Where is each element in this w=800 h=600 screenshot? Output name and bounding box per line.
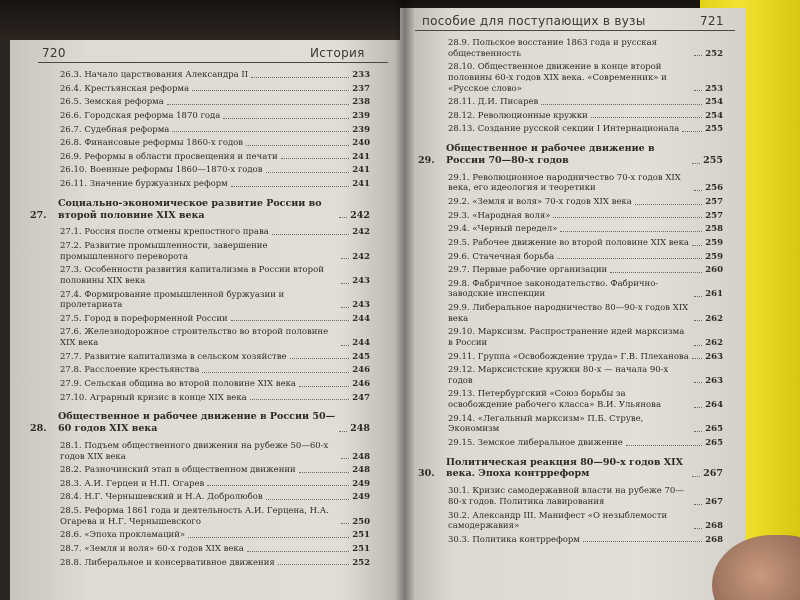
toc-entry-title: 26.5. Земская реформа <box>60 97 164 108</box>
toc-leader-dots <box>626 445 702 446</box>
toc-entry <box>30 530 370 541</box>
toc-entry <box>418 303 723 324</box>
toc-page-number: 239 <box>352 110 370 121</box>
toc-entry-title: Политическая реакция 80—90-х годов XIX века. Эпоха контрреформ <box>446 456 683 480</box>
toc-page-number: 246 <box>352 378 370 389</box>
toc-page-number: 252 <box>352 557 370 568</box>
toc-entry <box>418 535 723 546</box>
toc-entry-title: 29.4. «Черный передел» <box>448 224 558 235</box>
toc-entry-title: 27.9. Сельская община во второй половине XIX века <box>60 378 296 389</box>
toc-leader-dots <box>694 296 702 297</box>
right-running-head: пособие для поступающих в вузы <box>422 14 646 28</box>
toc-chapter <box>30 411 370 435</box>
toc-page-number: 249 <box>352 492 370 503</box>
toc-entry <box>418 62 723 94</box>
toc-entry <box>418 238 723 249</box>
toc-entry-title: Общественное и рабочее движение в России 70—80-х годов <box>446 143 655 166</box>
toc-page-number: 265 <box>705 437 723 448</box>
toc-leader-dots <box>231 320 350 321</box>
toc-entry-title: 27.7. Развитие капитализма в сельском хозяйстве <box>60 351 287 362</box>
left-page-number: 720 <box>42 46 66 60</box>
toc-entry-title: 28.5. Реформа 1861 года и деятельность А.И. Герцена, Н.А. Огарева и Н.Г. Чернышевского <box>60 506 329 527</box>
toc-chapter-number: 27. <box>30 209 47 221</box>
toc-leader-dots <box>694 528 702 529</box>
toc-entry-title: 27.3. Особенности развития капитализма в России второй половины XIX века <box>60 265 324 286</box>
toc-entry-title: 28.12. Революционные кружки <box>448 110 588 121</box>
toc-page-number: 250 <box>352 516 370 527</box>
right-header-rule <box>415 30 735 31</box>
toc-chapter-number: 29. <box>418 154 435 166</box>
toc-leader-dots <box>694 504 702 505</box>
left-running-head: История <box>310 46 365 60</box>
toc-page-number: 259 <box>705 237 723 248</box>
toc-entry <box>30 265 370 286</box>
toc-leader-dots <box>610 272 702 273</box>
toc-page-number: 260 <box>705 265 723 276</box>
toc-entry <box>30 441 370 462</box>
toc-leader-dots <box>246 145 349 146</box>
toc-leader-dots <box>341 458 349 459</box>
toc-entry <box>30 111 370 122</box>
toc-entry <box>30 241 370 262</box>
toc-page-number: 248 <box>350 423 370 434</box>
toc-leader-dots <box>207 485 349 486</box>
toc-page-number: 247 <box>352 392 370 403</box>
toc-entry-title: 26.9. Реформы в области просвещения и печати <box>60 151 278 162</box>
toc-entry <box>418 327 723 348</box>
toc-page-number: 263 <box>705 351 723 362</box>
toc-entry <box>418 111 723 122</box>
toc-entry <box>30 352 370 363</box>
toc-entry-title: 30.2. Александр III. Манифест «О незыблемости самодержавия» <box>448 510 668 532</box>
left-toc <box>30 70 370 571</box>
toc-leader-dots <box>694 190 702 191</box>
toc-entry <box>30 465 370 476</box>
toc-entry-title: 29.2. «Земля и воля» 70-х годов XIX века <box>448 197 632 207</box>
toc-entry <box>418 97 723 108</box>
toc-entry <box>30 179 370 190</box>
right-page-number: 721 <box>700 14 724 28</box>
toc-leader-dots <box>172 131 349 132</box>
toc-entry-title: 29.7. Первые рабочие организации <box>448 265 608 276</box>
toc-leader-dots <box>341 345 349 346</box>
toc-page-number: 249 <box>352 478 370 489</box>
toc-entry-title: 30.1. Кризис самодержавной власти на рубеже 70—80-х годов. Политика лавирования <box>448 486 684 507</box>
toc-entry-title: 29.13. Петербургский «Союз борьбы за освобождение рабочего класса» В.И. Ульянова <box>448 389 662 410</box>
toc-entry-title: 27.2. Развитие промышленности, завершение промышленного переворота <box>60 241 268 262</box>
toc-entry <box>30 125 370 136</box>
toc-entry <box>30 479 370 490</box>
toc-leader-dots <box>635 204 702 205</box>
toc-entry-title: 28.7. «Земля и воля» 60-х годов XIX века <box>60 543 244 554</box>
toc-leader-dots <box>541 104 702 105</box>
toc-leader-dots <box>299 386 349 387</box>
toc-page-number: 268 <box>705 534 723 545</box>
toc-page-number: 241 <box>352 179 370 189</box>
toc-page-number: 248 <box>352 465 370 476</box>
toc-page-number: 259 <box>705 251 723 262</box>
toc-page-number: 238 <box>352 97 370 108</box>
toc-page-number: 262 <box>705 313 723 324</box>
spine-shadow <box>395 0 415 600</box>
toc-entry-title: 27.10. Аграрный кризис в конце XIX века <box>60 392 247 403</box>
toc-leader-dots <box>560 231 702 232</box>
toc-page-number: 256 <box>705 183 723 194</box>
toc-leader-dots <box>694 345 702 346</box>
toc-entry <box>418 124 723 135</box>
toc-leader-dots <box>299 472 350 473</box>
toc-page-number: 263 <box>705 375 723 386</box>
toc-leader-dots <box>694 382 702 383</box>
toc-entry-title: 27.6. Железнодорожное строительство во второй половине XIX века <box>60 327 329 348</box>
toc-entry <box>30 379 370 390</box>
toc-entry-title: 28.6. «Эпоха прокламаций» <box>60 530 186 541</box>
toc-leader-dots <box>341 258 349 259</box>
toc-entry-title: 26.7. Судебная реформа <box>60 124 170 135</box>
toc-leader-dots <box>692 163 700 164</box>
toc-page-number: 253 <box>705 83 723 94</box>
toc-page-number: 242 <box>352 251 370 262</box>
toc-page-number: 265 <box>705 424 723 435</box>
toc-page-number: 241 <box>352 151 370 162</box>
toc-entry-title: 26.6. Городская реформа 1870 года <box>60 110 221 121</box>
toc-chapter <box>418 143 723 167</box>
toc-entry-title: 27.1. Россия после отмены крепостного права <box>60 227 269 238</box>
toc-entry <box>418 438 723 449</box>
toc-entry-title: 29.9. Либеральное народничество 80—90-х годов XIX века <box>448 303 689 324</box>
toc-page-number: 261 <box>705 289 723 300</box>
toc-entry <box>30 70 370 81</box>
toc-page-number: 242 <box>350 209 370 221</box>
toc-entry <box>418 197 723 208</box>
toc-entry <box>30 365 370 376</box>
toc-entry-title: 29.14. «Легальный марксизм» П.Б. Струве, Экономизм <box>448 413 644 435</box>
toc-entry <box>418 414 723 435</box>
toc-leader-dots <box>341 307 349 308</box>
toc-entry <box>30 227 370 238</box>
toc-leader-dots <box>272 234 349 235</box>
toc-entry-title: 28.13. Создание русской секции I Интернационала <box>448 124 680 135</box>
toc-page-number: 239 <box>352 124 370 135</box>
toc-leader-dots <box>692 358 702 359</box>
toc-entry <box>30 152 370 163</box>
toc-entry-title: 28.11. Д.И. Писарев <box>448 97 539 108</box>
toc-page-number: 254 <box>705 97 723 108</box>
toc-leader-dots <box>682 131 702 132</box>
toc-entry-title: 29.5. Рабочее движение во второй половине XIX века <box>448 237 689 248</box>
toc-entry <box>418 389 723 410</box>
toc-leader-dots <box>247 551 349 552</box>
toc-entry-title: 27.8. Расслоение крестьянства <box>60 365 200 376</box>
right-toc <box>418 38 723 548</box>
toc-entry-title: 27.5. Город в пореформенной России <box>60 313 228 324</box>
toc-leader-dots <box>167 104 349 105</box>
toc-leader-dots <box>553 217 702 218</box>
toc-leader-dots <box>557 258 702 259</box>
toc-leader-dots <box>223 118 349 119</box>
toc-entry <box>418 486 723 507</box>
toc-leader-dots <box>251 77 349 78</box>
toc-leader-dots <box>694 431 702 432</box>
toc-page-number: 242 <box>352 227 370 238</box>
toc-page-number: 268 <box>705 521 723 532</box>
toc-page-number: 262 <box>705 337 723 348</box>
toc-entry-title: 28.2. Разночинский этап в общественном движении <box>60 465 296 476</box>
toc-leader-dots <box>339 217 347 218</box>
toc-page-number: 254 <box>705 110 723 121</box>
toc-entry-title: 28.10. Общественное движение в конце второй половины 60-х годов XIX века. «Современник» и «Русское слово» <box>448 62 667 94</box>
toc-entry <box>418 279 723 300</box>
toc-leader-dots <box>692 476 700 477</box>
toc-page-number: 257 <box>705 197 723 207</box>
toc-entry-title: 28.9. Польское восстание 1863 года и русская общественность <box>448 38 658 59</box>
toc-leader-dots <box>290 358 350 359</box>
toc-entry-title: 29.6. Стачечная борьба <box>448 251 555 262</box>
toc-leader-dots <box>694 55 702 56</box>
toc-entry-title: 26.3. Начало царствования Александра II <box>60 70 249 80</box>
left-page <box>10 40 400 600</box>
toc-entry <box>30 393 370 404</box>
toc-leader-dots <box>250 399 350 400</box>
toc-entry <box>30 558 370 569</box>
toc-entry <box>30 506 370 527</box>
toc-page-number: 241 <box>352 165 370 176</box>
toc-page-number: 267 <box>703 468 723 480</box>
toc-leader-dots <box>341 283 349 284</box>
toc-entry-title: 29.1. Революционное народничество 70-х годов XIX века, его идеология и теоретики <box>448 172 681 194</box>
toc-entry <box>418 211 723 222</box>
toc-page-number: 240 <box>352 138 370 149</box>
toc-leader-dots <box>591 117 702 118</box>
toc-entry-title: 29.3. «Народная воля» <box>448 210 551 221</box>
toc-page-number: 258 <box>705 224 723 235</box>
toc-entry <box>418 365 723 386</box>
toc-entry <box>418 511 723 532</box>
toc-page-number: 251 <box>352 530 370 541</box>
toc-entry-title: 26.11. Значение буржуазных реформ <box>60 179 228 189</box>
toc-entry <box>30 138 370 149</box>
toc-page-number: 244 <box>352 313 370 324</box>
toc-entry <box>418 38 723 59</box>
toc-page-number: 243 <box>352 300 370 311</box>
toc-entry-title: 29.12. Марксистские кружки 80-х — начала 90-х годов <box>448 365 669 386</box>
toc-page-number: 251 <box>352 543 370 554</box>
toc-page-number: 255 <box>703 154 723 166</box>
toc-entry <box>418 173 723 194</box>
toc-leader-dots <box>341 523 349 524</box>
toc-page-number: 246 <box>352 365 370 376</box>
toc-entry-title: 26.4. Крестьянская реформа <box>60 83 190 94</box>
toc-entry-title: 28.4. Н.Г. Чернышевский и Н.А. Добролюбов <box>60 492 263 503</box>
toc-chapter-number: 28. <box>30 423 47 434</box>
toc-entry <box>30 544 370 555</box>
toc-entry <box>30 492 370 503</box>
toc-entry-title: 28.3. А.И. Герцен и Н.П. Огарев <box>60 478 205 489</box>
toc-page-number: 237 <box>352 83 370 94</box>
toc-entry-title: 26.8. Финансовые реформы 1860-х годов <box>60 138 244 149</box>
left-header-rule <box>38 62 388 63</box>
toc-entry <box>418 265 723 276</box>
toc-entry-title: 29.11. Группа «Освобождение труда» Г.В. Плеханова <box>448 351 689 362</box>
toc-entry-title: Социально-экономическое развитие России во второй половине XIX века <box>58 197 322 221</box>
toc-leader-dots <box>583 541 702 542</box>
toc-leader-dots <box>694 320 702 321</box>
right-page <box>400 8 745 600</box>
toc-page-number: 252 <box>705 48 723 59</box>
toc-page-number: 264 <box>705 400 723 410</box>
toc-leader-dots <box>694 90 702 91</box>
toc-leader-dots <box>266 499 350 500</box>
toc-entry <box>30 165 370 176</box>
toc-leader-dots <box>692 245 702 246</box>
toc-page-number: 244 <box>352 338 370 348</box>
toc-entry-title: 26.10. Военные реформы 1860—1870-х годов <box>60 165 263 176</box>
toc-page-number: 257 <box>705 210 723 221</box>
toc-entry <box>30 327 370 348</box>
toc-leader-dots <box>188 537 349 538</box>
toc-entry-title: 30.3. Политика контрреформ <box>448 534 580 545</box>
toc-entry <box>30 314 370 325</box>
toc-leader-dots <box>192 90 349 91</box>
toc-entry-title: 29.15. Земское либеральное движение <box>448 437 623 448</box>
toc-chapter-number: 30. <box>418 468 435 480</box>
toc-page-number: 243 <box>352 275 370 286</box>
toc-entry <box>418 252 723 263</box>
toc-leader-dots <box>281 158 350 159</box>
toc-page-number: 248 <box>352 451 370 462</box>
toc-leader-dots <box>231 186 349 187</box>
toc-entry-title: 28.1. Подъем общественного движения на рубеже 50—60-х годов XIX века <box>60 440 329 462</box>
toc-entry <box>418 352 723 363</box>
toc-page-number: 233 <box>352 70 370 80</box>
toc-entry-title: 28.8. Либеральное и консервативное движения <box>60 557 275 568</box>
toc-page-number: 255 <box>705 124 723 135</box>
toc-leader-dots <box>278 564 350 565</box>
toc-leader-dots <box>694 407 702 408</box>
toc-leader-dots <box>266 172 350 173</box>
toc-page-number: 267 <box>705 496 723 507</box>
toc-entry <box>30 84 370 95</box>
toc-entry <box>30 97 370 108</box>
toc-page-number: 245 <box>352 351 370 362</box>
toc-chapter <box>418 457 723 481</box>
toc-entry <box>30 290 370 311</box>
toc-leader-dots <box>202 372 349 373</box>
toc-leader-dots <box>339 431 347 432</box>
toc-chapter <box>30 198 370 222</box>
toc-entry <box>418 224 723 235</box>
toc-entry-title: 29.10. Марксизм. Распространение идей марксизма в России <box>448 327 685 348</box>
toc-entry-title: 27.4. Формирование промышленной буржуазии и пролетариата <box>60 289 285 311</box>
toc-entry-title: 29.8. Фабричное законодательство. Фабрично-заводские инспекции <box>448 278 659 300</box>
toc-entry-title: Общественное и рабочее движение в России 50—60 годов XIX века <box>58 411 336 434</box>
